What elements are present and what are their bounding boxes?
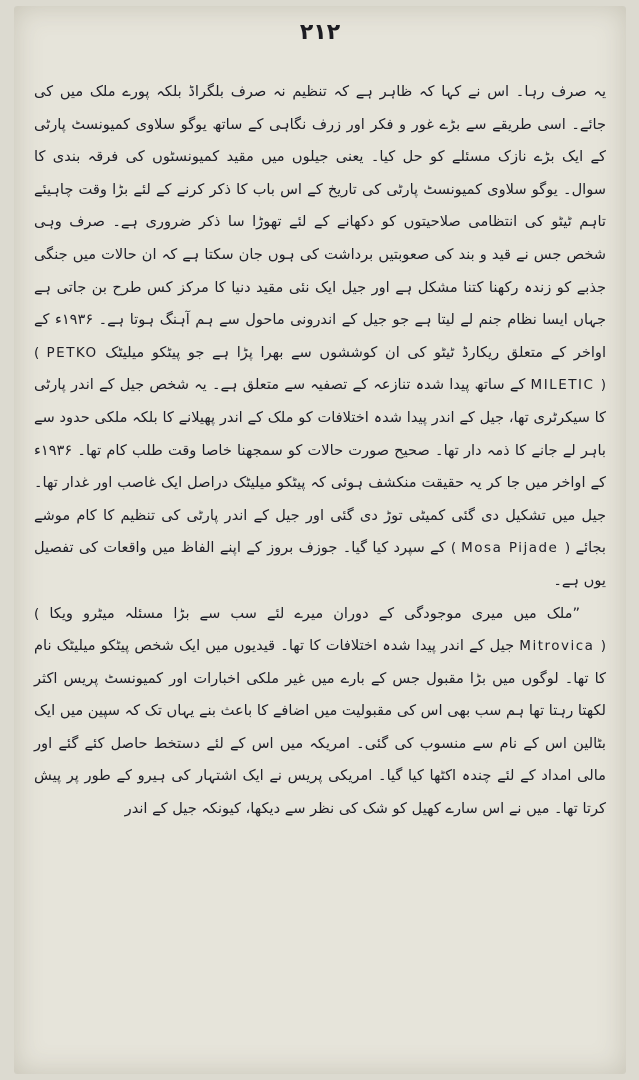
scanned-book-page: [14, 6, 626, 1074]
paragraph-1: [34, 76, 606, 598]
paragraph-1-text-end: کے سپرد کیا گیا۔ جوزف بروز کے اپنے الفاظ میں واقعات کی تفصیل یوں ہے۔: [34, 539, 606, 589]
latin-name-mosa-pijade: ( Mosa Pijade ): [450, 540, 571, 557]
latin-name-petko-miletic: ( PETKO MILETIC ): [34, 344, 607, 394]
latin-name-mitrovica: ( Mitrovica ): [34, 605, 606, 655]
page-body: [34, 76, 606, 826]
paragraph-2-text: ”ملک میں میری موجودگی کے دوران میرے لئے سب سے بڑا مسئلہ میٹرو ویکا: [49, 604, 581, 622]
paragraph-1-text-continued: کے ساتھ پیدا شدہ تنازعہ کے تصفیہ سے متعلق ہے۔ یہ شخص جیل کے اندر پارٹی کا سیکرٹری تھا، جیل کے اندر پیدا شدہ اختلافات کو ملک کے اندر پھیلانے کا بلکہ ملکی حدود سے باہر لے جانے کا ذمہ دار تھا۔ صحیح صورت حالات کو سمجھنا خاصا وقت طلب کام تھا۔ ۱۹۳۶ء کے اواخر میں جا کر یہ حقیقت منکشف ہوئی کہ پیٹکو میلیٹک دراصل ایک غاصب اور غدار تھا۔ جیل میں تشکیل دی گئی کمیٹی توڑ دی گئی اور جیل کے اندر پارٹی کی تنظیم کا کام موشے بجائے: [34, 376, 606, 557]
paragraph-1-text: یہ صرف رہا۔ اس نے کہا کہ ظاہر ہے کہ تنظیم نہ صرف بلگراڈ بلکہ پورے ملک میں کی جائے۔ اسی طریقے سے بڑے غور و فکر اور زرف نگاہی کے ساتھ یوگو سلاوی کمیونسٹ پارٹی کے ایک بڑے نازک مسئلے کو حل کیا۔ یعنی جیلوں میں مقید کمیونسٹوں کی فرقہ بندی کا سوال۔ یوگو سلاوی کمیونسٹ پارٹی کی تاریخ کے اس باب کا ذکر کرنے کے لئے بڑا وقت چاہیئے تاہم ٹیٹو کی انتظامی صلاحیتوں کو دکھانے کے لئے تھوڑا سا ذکر ضروری ہے۔ صرف وہی شخص جس نے قید و بند کی صعوبتیں برداشت کی ہوں جان سکتا ہے کہ ان حالات میں جنگی جذبے کو زندہ رکھنا کتنا مشکل ہے اور جیل ایک نئی مقید دنیا کا مرکز کس طرح بن جاتی ہے جہاں ایسا نظام جنم لے لیتا ہے جو جیل کے اندرونی ماحول سے ہم آہنگ ہوتا ہے۔ ۱۹۳۶ء کے اواخر کے متعلق ریکارڈ ٹیٹو کی ان کوششوں سے بھرا پڑا ہے جو پیٹکو میلیٹک: [34, 83, 607, 361]
page-number: ۲۱۲: [299, 20, 341, 45]
paragraph-2-text-continued: جیل کے اندر پیدا شدہ اختلافات کا تھا۔ قیدیوں میں ایک شخص پیٹکو میلیٹک نام کا تھا۔ لوگوں میں بڑا مقبول جس کے بارے میں غیر ملکی اخبارات اور کمیونسٹ پریس اکثر لکھتا رہتا تھا ہم سب بھی اس کی مقبولیت میں اضافے کا باعث بنے یہاں تک کہ سپین میں ایک بٹالین اس کے نام سے منسوب کی گئی۔ امریکہ میں اس کے لئے دستخط حاصل کئے گئے اور مالی امداد کے لئے چندہ اکٹھا کیا گیا۔ امریکی پریس نے ایک اشتہار کی ہیرو کے طور پر پیش کرتا تھا۔ میں نے اس سارے کھیل کو شک کی نظر سے دیکھا، کیونکہ جیل کے اندر: [34, 637, 606, 818]
paragraph-2: [34, 598, 606, 826]
